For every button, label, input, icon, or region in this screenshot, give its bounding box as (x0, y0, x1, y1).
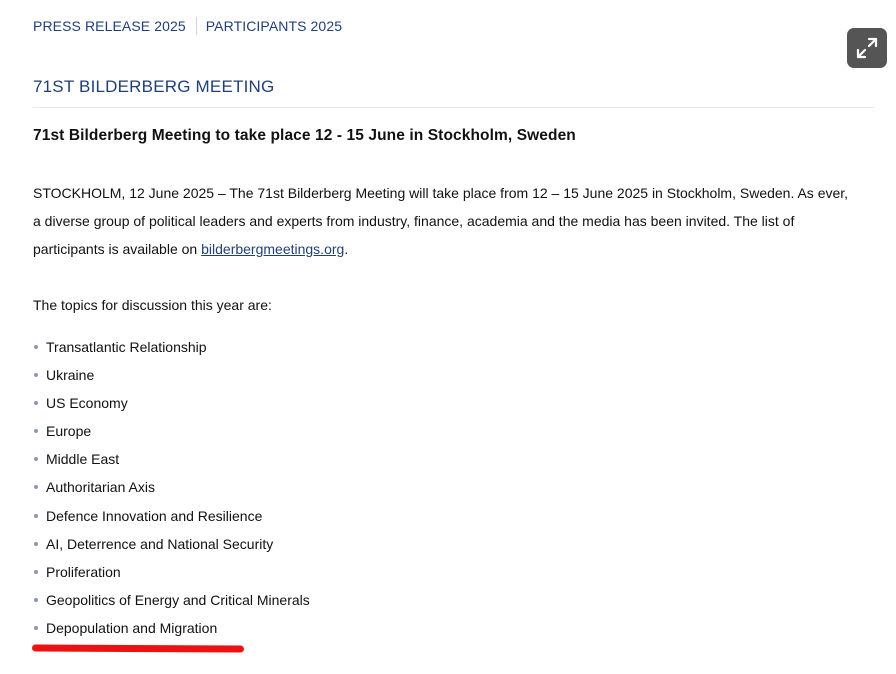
topic-label: Proliferation (46, 563, 121, 580)
title-divider (33, 107, 874, 108)
nav-divider (196, 17, 197, 35)
top-nav (33, 17, 342, 35)
bullet-icon (34, 345, 38, 349)
topic-label: Defence Innovation and Resilience (46, 507, 263, 524)
topic-label: Europe (46, 423, 92, 440)
bullet-icon (34, 570, 38, 574)
intro-paragraph (33, 179, 859, 263)
topic-label: US Economy (46, 395, 128, 412)
expand-button[interactable] (847, 28, 887, 68)
list-item (33, 502, 310, 530)
list-item (33, 445, 310, 473)
intro-text-end: . (344, 241, 349, 257)
list-item (33, 333, 310, 361)
list-item (33, 558, 310, 586)
red-highlight-underline (32, 644, 244, 652)
bullet-icon (34, 626, 38, 630)
expand-arrows-icon (855, 36, 879, 60)
nav-participants-2025[interactable]: PARTICIPANTS 2025 (205, 18, 343, 34)
bullet-icon (34, 457, 38, 461)
bullet-icon (34, 514, 38, 518)
bullet-icon (34, 598, 38, 602)
bullet-icon (34, 542, 38, 546)
bullet-icon (34, 401, 38, 405)
bullet-icon (34, 485, 38, 489)
bullet-icon (34, 373, 38, 377)
topic-label: Geopolitics of Energy and Critical Minerals (46, 591, 310, 608)
topic-label: Ukraine (46, 367, 95, 384)
bullet-icon (34, 429, 38, 433)
intro-text: STOCKHOLM, 12 June 2025 – The 71st Bilderberg Meeting will take place from 12 – 15 June 2025 in Stockholm, Sweden. As ever, a diverse group of political leaders and experts from industry, finance, academia and the media has been invited. The list of participants is available on (33, 185, 849, 257)
topic-label: AI, Deterrence and National Security (46, 535, 274, 552)
topic-label: Middle East (46, 451, 120, 468)
topic-label: Depopulation and Migration (46, 619, 218, 636)
list-item (33, 614, 310, 642)
list-item (33, 361, 310, 389)
list-item (33, 586, 310, 614)
section-title: 71ST BILDERBERG MEETING (33, 77, 275, 96)
press-release-headline: 71st Bilderberg Meeting to take place 12 - 15 June in Stockholm, Sweden (33, 127, 576, 144)
topics-list (33, 333, 310, 642)
list-item (33, 530, 310, 558)
list-item (33, 417, 310, 445)
list-item (33, 389, 310, 417)
list-item (33, 473, 310, 501)
nav-press-release-2025[interactable]: PRESS RELEASE 2025 (33, 18, 186, 34)
bilderberg-website-link[interactable]: bilderbergmeetings.org (201, 241, 345, 257)
topics-lead: The topics for discussion this year are: (33, 297, 272, 313)
topic-label: Transatlantic Relationship (46, 339, 207, 355)
topic-label: Authoritarian Axis (46, 479, 155, 496)
